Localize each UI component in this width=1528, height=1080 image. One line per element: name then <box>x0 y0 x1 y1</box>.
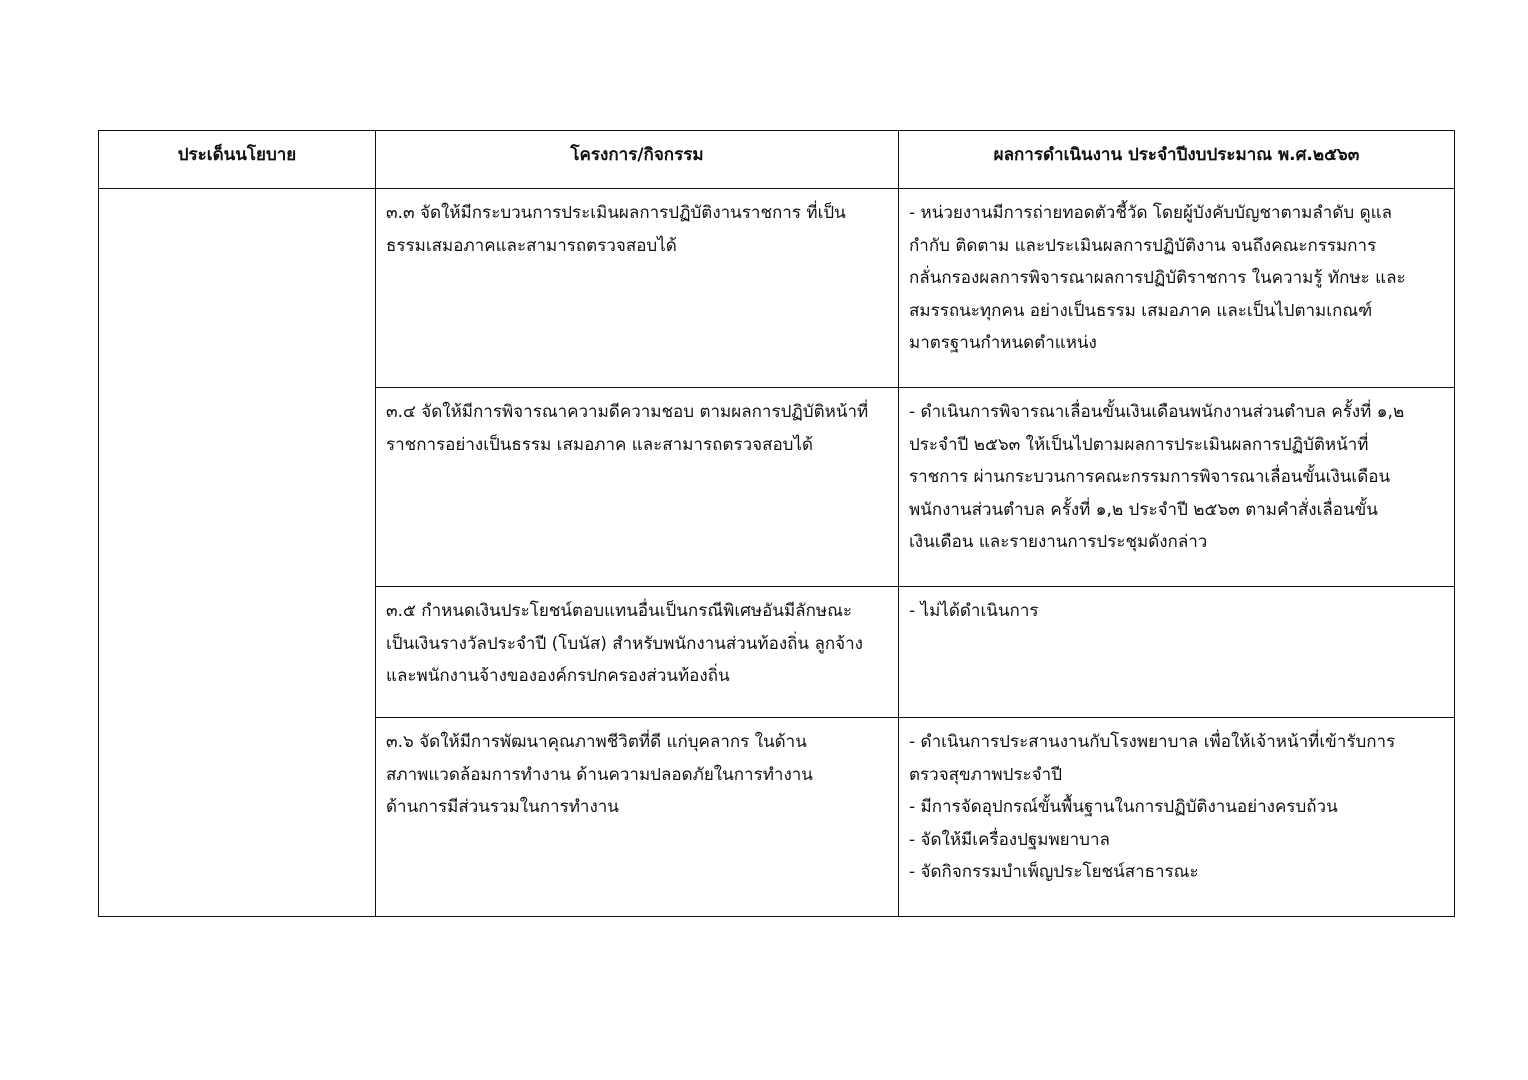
result-line: สมรรถนะทุกคน อย่างเป็นธรรม เสมอภาค และเป็นไปตามเกณฑ์ <box>909 300 1373 321</box>
result-line: ประจำปี ๒๕๖๓ ให้เป็นไปตามผลการประเมินผลการปฏิบัติหน้าที่ <box>909 434 1369 455</box>
header-result: ผลการดำเนินงาน ประจำปีงบประมาณ พ.ศ.๒๕๖๓ <box>899 131 1455 189</box>
policy-results-table <box>98 130 1455 917</box>
policy-cell <box>99 189 376 917</box>
result-line: กำกับ ติดตาม และประเมินผลการปฏิบัติงาน จนถึงคณะกรรมการ <box>909 235 1377 256</box>
result-line: กลั่นกรองผลการพิจารณาผลการปฏิบัติราชการ ในความรู้ ทักษะ และ <box>909 268 1406 288</box>
project-line: ธรรมเสมอภาคและสามารถตรวจสอบได้ <box>386 235 677 256</box>
result-line: - มีการจัดอุปกรณ์ขั้นพื้นฐานในการปฏิบัติงานอย่างครบถ้วน <box>909 797 1338 817</box>
project-line: ๓.๖ จัดให้มีการพัฒนาคุณภาพชีวิตที่ดี แก่บุคลากร ในด้าน <box>386 732 807 752</box>
result-line: ตรวจสุขภาพประจำปี <box>909 764 1062 785</box>
project-line: ราชการอย่างเป็นธรรม เสมอภาค และสามารถตรวจสอบได้ <box>386 434 814 455</box>
result-line: ราชการ ผ่านกระบวนการคณะกรรมการพิจารณาเลื่อนขั้นเงินเดือน <box>909 467 1391 487</box>
result-cell <box>899 587 1455 718</box>
project-cell <box>376 587 899 718</box>
result-line: - หน่วยงานมีการถ่ายทอดตัวชี้วัด โดยผู้บังคับบัญชาตามลำดับ ดูแล <box>909 203 1392 223</box>
project-line: ๓.๕ กำหนดเงินประโยชน์ตอบแทนอื่นเป็นกรณีพิเศษอันมีลักษณะ <box>386 601 852 621</box>
result-line: - จัดให้มีเครื่องปฐมพยาบาล <box>909 829 1110 850</box>
result-cell <box>899 189 1455 388</box>
result-line: - ไม่ได้ดำเนินการ <box>909 601 1039 621</box>
header-row <box>99 131 1455 189</box>
project-cell <box>376 388 899 587</box>
table-row <box>99 189 1455 388</box>
result-line: - ดำเนินการพิจารณาเลื่อนขั้นเงินเดือนพนักงานส่วนตำบล ครั้งที่ ๑,๒ <box>909 402 1405 422</box>
result-cell <box>899 718 1455 917</box>
result-line: เงินเดือน และรายงานการประชุมดังกล่าว <box>909 532 1208 552</box>
project-line: และพนักงานจ้างขององค์กรปกครองส่วนท้องถิ่น <box>386 666 730 686</box>
project-line: ด้านการมีส่วนรวมในการทำงาน <box>386 797 619 817</box>
project-line: สภาพแวดล้อมการทำงาน ด้านความปลอดภัยในการทำงาน <box>386 764 813 785</box>
result-line: พนักงานส่วนตำบล ครั้งที่ ๑,๒ ประจำปี ๒๕๖๓ ตามคำสั่งเลื่อนขั้น <box>909 499 1378 520</box>
project-cell <box>376 718 899 917</box>
project-line: ๓.๔ จัดให้มีการพิจารณาความดีความชอบ ตามผลการปฏิบัติหน้าที่ <box>386 402 869 422</box>
result-line: มาตรฐานกำหนดตำแหน่ง <box>909 333 1097 353</box>
header-policy: ประเด็นนโยบาย <box>99 131 376 189</box>
result-line: - จัดกิจกรรมบำเพ็ญประโยชน์สาธารณะ <box>909 862 1199 882</box>
header-project: โครงการ/กิจกรรม <box>376 131 899 189</box>
project-line: เป็นเงินรางวัลประจำปี (โบนัส) สำหรับพนักงานส่วนท้องถิ่น ลูกจ้าง <box>386 633 863 654</box>
project-line: ๓.๓ จัดให้มีกระบวนการประเมินผลการปฏิบัติงานราชการ ที่เป็น <box>386 203 846 223</box>
project-cell <box>376 189 899 388</box>
result-cell <box>899 388 1455 587</box>
result-line: - ดำเนินการประสานงานกับโรงพยาบาล เพื่อให้เจ้าหน้าที่เข้ารับการ <box>909 732 1396 752</box>
